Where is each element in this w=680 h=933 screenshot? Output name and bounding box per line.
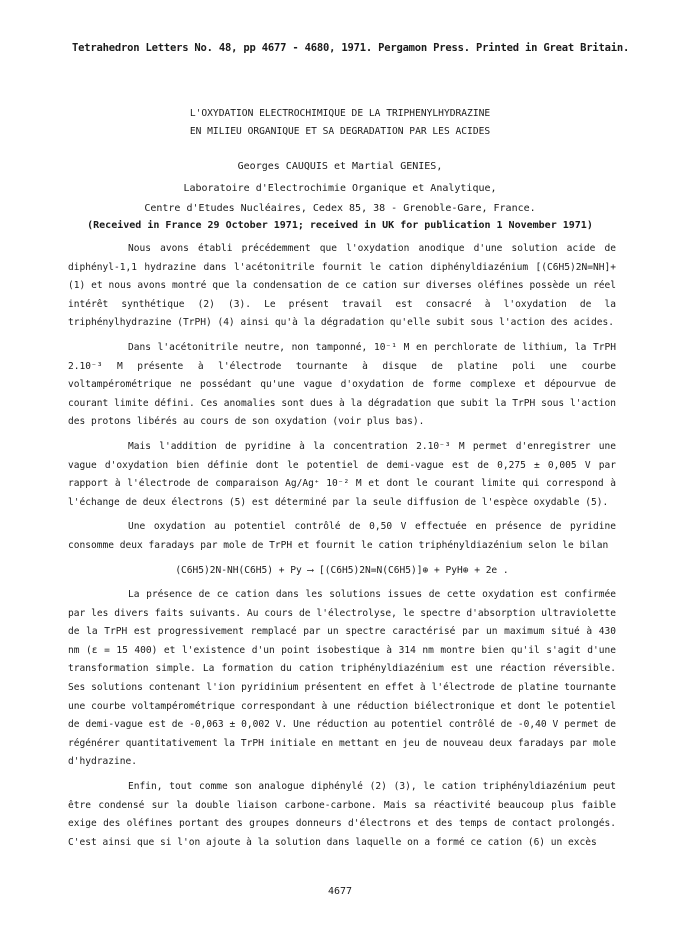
paragraph-1: Nous avons établi précédemment que l'oxydation anodique d'une solution acide de diphényl-1,1 hydrazine dans l'acétonitrile fournit le cation diphényldiazénium [(C6H5)2N=NH]+ (1) et nous avons montré que la condensation de ce cation sur diverses oléfines possède un réel intérêt synthétique (2) (3). Le présent travail est consacré à l'oxydation de la triphénylhydrazine (TrPH) (4) ainsi qu'à la dégradation qu'elle subit sous l'action des acides.: [68, 243, 616, 329]
paragraph-3: Mais l'addition de pyridine à la concentration 2.10⁻³ M permet d'enregistrer une vague d'oxydation bien définie dont le potentiel de demi-vague est de 0,275 ± 0,005 V par rapport à l'électrode de comparaison Ag/Ag⁺ 10⁻² M et dont le courant limite qui correspond à l'échange de deux électrons (5) est déterminé par la seule diffusion de l'espèce oxydable (5).: [68, 440, 616, 508]
paragraph-6: Enfin, tout comme son analogue diphénylé (2) (3), le cation triphényldiazénium peut être condensé sur la double liaison carbone-carbone. Mais sa réactivité beaucoup plus faible exige des oléfines portant des groupes donneurs d'électrons et des temps de contact prolongés. C'est ainsi que si l'on ajoute à la solution dans laquelle on a formé ce cation (6) un excès: [68, 781, 616, 848]
article-body: [68, 240, 616, 852]
page-number: 4677: [327, 886, 353, 897]
authors: Georges CAUQUIS et Martial GENIES,: [237, 161, 443, 172]
affiliation-line2: Centre d'Etudes Nucléaires, Cedex 85, 38 - Grenoble-Gare, France.: [144, 203, 536, 214]
paragraph-2: Dans l'acétonitrile neutre, non tamponné, 10⁻¹ M en perchlorate de lithium, la TrPH 2.10⁻³ M présente à l'électrode tournante à disque de platine poli une courbe voltampérométrique ne possédant qu'une vague d'oxydation de forme complexe et dépourvue de courant limite défini. Ces anomalies sont dues à la dégradation que subit la TrPH sous l'action des protons libérés au cours de son oxydation (voir plus bas).: [68, 341, 616, 428]
journal-header: Tetrahedron Letters No. 48, pp 4677 - 4680, 1971. Pergamon Press. Printed in Great Britain.: [72, 42, 630, 54]
equation: (C6H5)2N-NH(C6H5) + Py ⟶ [(C6H5)2N=N(C6H5)]⊕ + PyH⊕ + 2e .: [175, 564, 509, 576]
received-dates: (Received in France 29 October 1971; received in UK for publication 1 November 1971): [87, 220, 593, 231]
article-title-line2: EN MILIEU ORGANIQUE ET SA DEGRADATION PAR LES ACIDES: [189, 126, 491, 137]
affiliation-line1: Laboratoire d'Electrochimie Organique et Analytique,: [183, 183, 497, 194]
paragraph-5: La présence de ce cation dans les solutions issues de cette oxydation est confirmée par les divers faits suivants. Au cours de l'électrolyse, le spectre d'absorption ultraviolette de la TrPH est progressivement remplacé par un spectre caractérisé par un maximum situé à 430 nm (ε = 15 400) et l'existence d'un point isobestique à 314 nm montre bien qu'il s'agit d'une transformation simple. La formation du cation triphényldiazénium est une réaction réversible. Ses solutions contenant l'ion pyridinium présentent en effet à l'électrode de platine tournante une courbe voltampérométrique correspondant à une réduction biélectronique et dont le potentiel de demi-vague est de -0,063 ± 0,002 V. Une réduction au potentiel contrôlé de -0,40 V permet de régénérer quantitativement la TrPH initiale en mettant en jeu de nouveau deux faradays par mole d'hydrazine.: [68, 589, 616, 768]
article-title-line1: L'OXYDATION ELECTROCHIMIQUE DE LA TRIPHENYLHYDRAZINE: [189, 108, 491, 119]
paragraph-4: Une oxydation au potentiel contrôlé de 0,50 V effectuée en présence de pyridine consomme deux faradays par mole de TrPH et fournit le cation triphényldiazénium selon le bilan: [68, 521, 616, 551]
